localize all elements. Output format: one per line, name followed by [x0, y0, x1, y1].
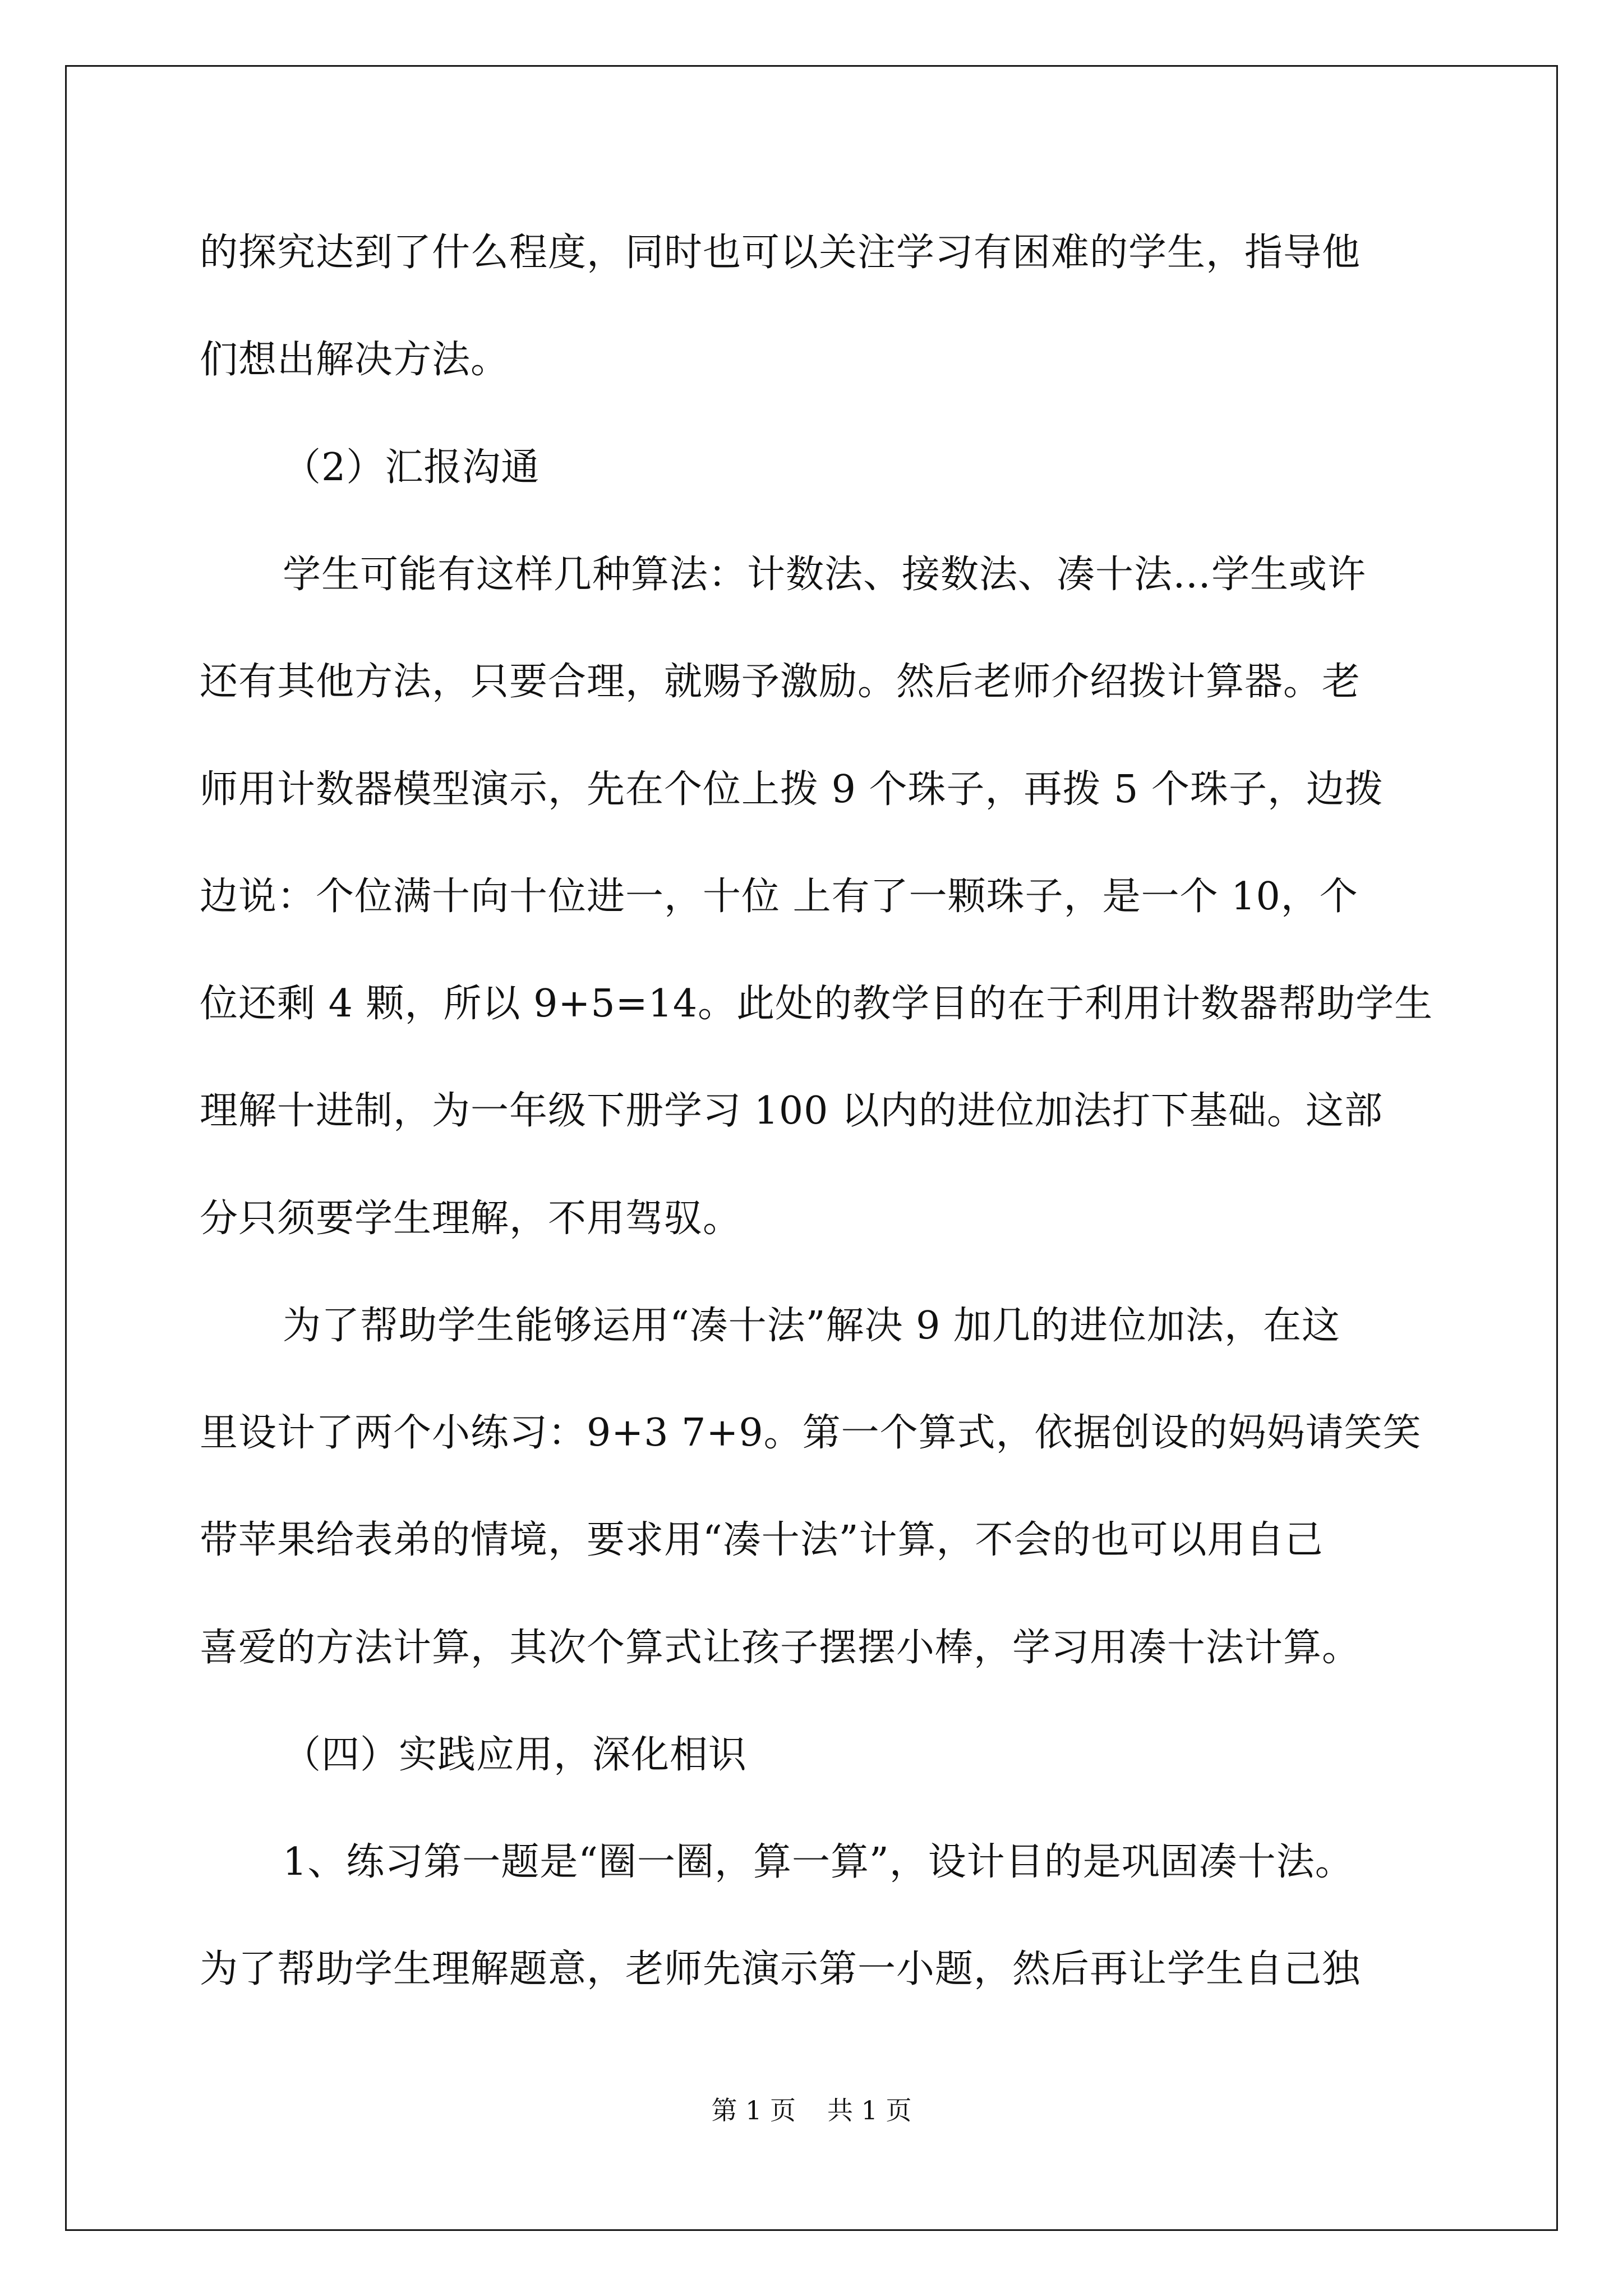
text-line: 们想出解决方法。	[200, 338, 510, 382]
section-heading: （2）汇报沟通	[283, 445, 540, 490]
text-line: 为了帮助学生理解题意，老师先演示第一小题，然后再让学生自己独	[200, 1947, 1361, 1991]
page-border	[65, 65, 1558, 2231]
text-line: 分只须要学生理解，不用驾驭。	[200, 1197, 742, 1241]
text-line: 里设计了两个小练习：9+3 7+9。第一个算式，依据创设的妈妈请笑笑	[200, 1411, 1422, 1455]
text-line: 边说：个位满十向十位进一，十位 上有了一颗珠子，是一个 10，个	[200, 875, 1358, 919]
page-number: 第 1 页	[711, 2095, 796, 2125]
text-line: 的探究达到了什么程度，同时也可以关注学习有困难的学生，指导他	[200, 231, 1361, 275]
text-line: 师用计数器模型演示，先在个位上拨 9 个珠子，再拨 5 个珠子，边拨	[200, 767, 1384, 812]
text-line: 1、练习第一题是“圈一圈，算一算”，设计目的是巩固凑十法。	[283, 1840, 1354, 1884]
text-line: 学生可能有这样几种算法：计数法、接数法、凑十法…学生或许	[283, 553, 1367, 597]
text-line: 喜爱的方法计算，其次个算式让孩子摆摆小棒，学习用凑十法计算。	[200, 1626, 1361, 1670]
section-heading: （四）实践应用，深化相识	[283, 1733, 748, 1777]
text-line: 理解十进制，为一年级下册学习 100 以内的进位加法打下基础。这部	[200, 1089, 1384, 1133]
page-total: 共 1 页	[827, 2095, 912, 2125]
text-line: 还有其他方法，只要合理，就赐予激励。然后老师介绍拨计算器。老	[200, 660, 1361, 704]
page-footer	[0, 2093, 1623, 2127]
text-line: 带苹果给表弟的情境，要求用“凑十法”计算，不会的也可以用自己	[200, 1518, 1324, 1562]
text-line: 位还剩 4 颗，所以 9+5=14。此处的教学目的在于利用计数器帮助学生	[200, 982, 1433, 1026]
text-line: 为了帮助学生能够运用“凑十法”解决 9 加几的进位加法，在这	[283, 1304, 1341, 1348]
